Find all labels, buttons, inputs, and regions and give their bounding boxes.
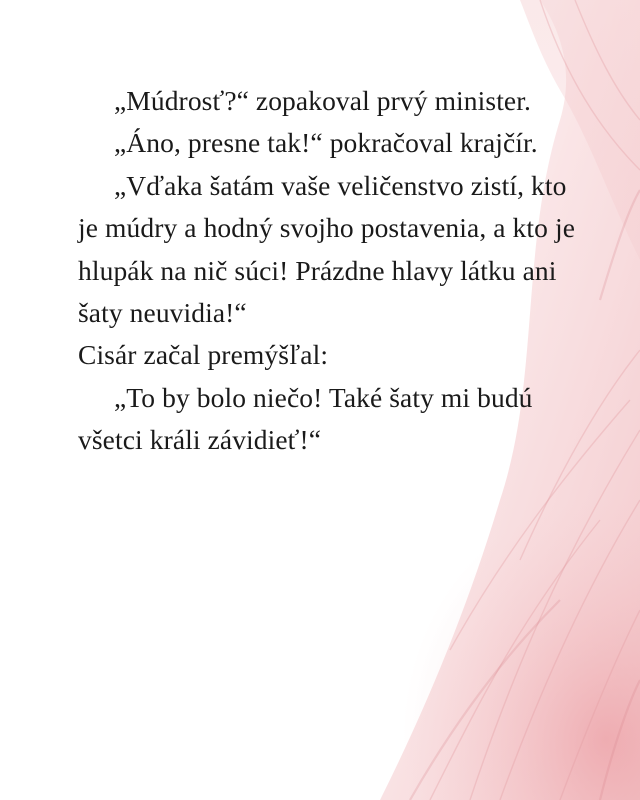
- paragraph-3: „Vďaka šatám vaše veličenstvo zistí, kto je múdry a hodný svojho postavenia, a kto je hlupák na nič súci! Prázdne hlavy látku ani šaty neuvidia!“: [78, 169, 576, 329]
- paragraph-5: „To by bolo niečo! Také šaty mi budú všetci králi závidieť!“: [78, 381, 533, 456]
- paragraph-4: Cisár začal premýšľal:: [78, 339, 329, 371]
- paragraph-1: „Múdrosť?“ zopakoval prvý minister.: [114, 85, 531, 116]
- paragraph-2: „Áno, presne tak!“ pokračoval krajčír.: [114, 127, 538, 159]
- story-text: [78, 80, 578, 462]
